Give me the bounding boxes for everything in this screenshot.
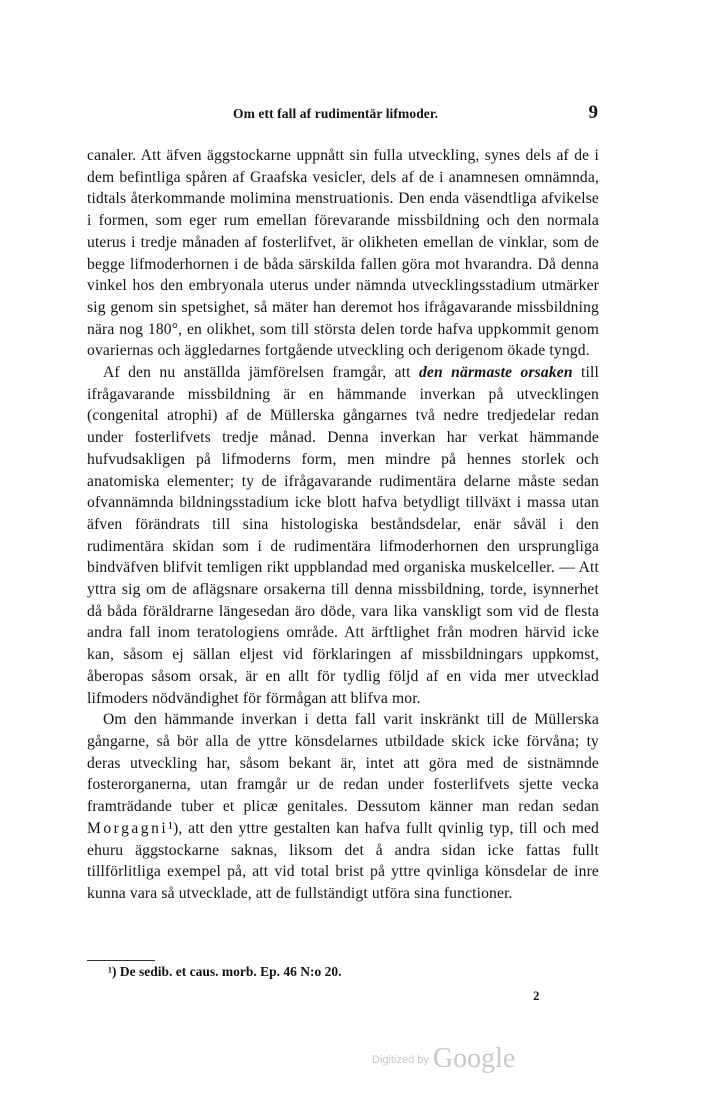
paragraph-1: canaler. Att äfven äggstockarne uppnått sin fulla utveckling, synes dels af de i dem befintliga spåren af Graafska vesicler, dels af de i anamnesen omnämnda, tidtals återkommande molimina menstruationis. Den enda väsendtliga afvikelse i formen, som eger rum emellan förevarande missbildning och den normala uterus i tredje månaden af fosterlifvet, är olikheten emellan de vinklar, som de begge lifmoderhornen i de båda särskilda fallen göra mot hvarandra. Då denna vinkel hos den embryonala uterus under nämnda utvecklingsstadium utmärker sig genom sin spetsighet, så mäter han deremot hos ifrågavarande missbildning nära nog 180°, en olikhet, som till största delen torde hafva uppkommit genom ovariernas och äggledarnes fortgående utveckling och derigenom ökade tyngd. [87, 147, 599, 360]
paragraph-2 [87, 362, 599, 709]
paragraph-3-rest: , att den yttre gestalten kan hafva fullt qvinlig typ, till och med ehuru äggstockarne saknas, liksom det å andra sidan icke fattas fullt tillförlitliga exempel på, att vid total brist på yttre qvinliga könsdelar de inre kunna vara så utvecklade, att de fullständigt utföra sina functioner. [87, 819, 599, 902]
footnote-text: De sedib. et caus. morb. Ep. 46 N:o 20. [119, 964, 342, 979]
footnote [108, 964, 342, 980]
paragraph-3 [87, 709, 599, 904]
page-number: 9 [588, 102, 598, 123]
footnote-marker: ¹) [108, 964, 117, 979]
signature-mark: 2 [533, 988, 540, 1003]
emphasized-phrase: den närmaste orsaken [418, 364, 573, 382]
footnote-rule [87, 960, 155, 961]
digitization-watermark [372, 1043, 515, 1075]
running-header [85, 104, 600, 128]
author-name: Morgagni [87, 819, 169, 837]
paragraph-2-rest: till ifrågavarande missbildning är en hämmande inverkan på utvecklingen (congenital atrophi) af de Müllerska gångarnes två nedre tredjedelar redan under fosterlifvets tredje månad. Denna inverkan har verkat hämmande hufvudsakligen på lifmoderns form, men mindre på hennes storlek och anatomiska elementer; ty de ifrågavarande rudimentära delarne måste sedan ofvannämnda bildningsstadium icke blott hafva betydligt tillväxt i massa utan äfven förändrats till sina histologiska beståndsdelar, enär såväl i den rudimentära skidan som i de rudimentära lifmoderhornen den ursprungliga bindväfven blifvit temligen rikt uppblandad med organiska muskelceller. — Att yttra sig om de aflägsnare orsakerna till denna missbildning, torde, isynnerhet då båda föräldrarne längesedan äro döde, vara lika vanskligt som vid de flesta andra fall inom teratologiens område. Att ärftlighet från modren härvid icke kan, såsom ej sällan eljest vid förklaringen af missbildningars uppkomst, åberopas såsom orsak, är en allt för tydlig följd af en vida mer utvecklad lifmoders nödvändighet för förmågan att blifva mor. [87, 364, 599, 707]
paragraph-2-start: Af den nu anställda jämförelsen framgår, att [103, 364, 419, 382]
paragraph-3-start: Om den hämmande inverkan i detta fall varit inskränkt till de Müllerska gångarne, så bör alla de yttre könsdelarnes utbildade skick icke förvåna; ty deras utveckling har, såsom bekant är, intet att göra med de sistnämnde fosterorganerna, utan framgår ur de redan under fosterlifvets sjette vecka framträdande tuber et plicæ genitales. Dessutom känner man redan sedan [87, 711, 599, 816]
body-text [87, 145, 599, 905]
watermark-logo: Google [432, 1043, 516, 1074]
footnote-reference: ¹) [168, 819, 179, 837]
running-title: Om ett fall af rudimentär lifmoder. [233, 106, 439, 121]
watermark-prefix: Digitized by [372, 1054, 429, 1066]
